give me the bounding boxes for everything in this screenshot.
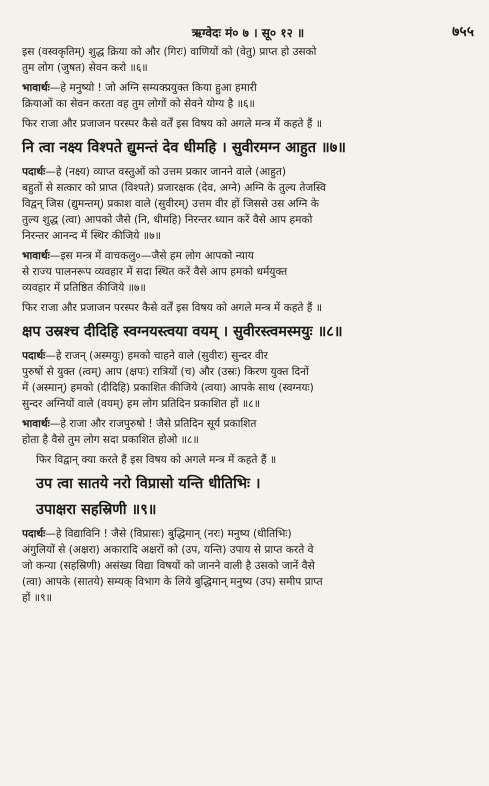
- page-number: ७५५: [452, 24, 474, 40]
- text-line: [22, 264, 474, 280]
- text-line: [22, 300, 474, 316]
- paragraph-label: भावार्थः: [22, 418, 50, 430]
- text-line: [22, 164, 474, 180]
- line-text: व्यवहार में प्रतिष्ठित कीजिये ॥७॥: [22, 282, 146, 294]
- text-line: [22, 380, 474, 396]
- line-text: —हे (नक्ष्य) व्याप्त वस्तुओं को उत्तम प्रकार जानने वाले (आहुत): [45, 166, 287, 178]
- text-paragraph: [22, 80, 474, 112]
- text-line: [22, 280, 474, 296]
- document-page: [22, 0, 474, 610]
- text-paragraph: [22, 248, 474, 296]
- running-title: ऋग्वेदः मं० ७ । सू० १२ ॥: [191, 26, 305, 40]
- paragraph-label: पदार्थः: [22, 350, 46, 362]
- line-text: अंगुलियों से (अक्षरा) अकारादि अक्षरों को (उप, यन्ति) उपाय से प्राप्त करते वे: [22, 544, 314, 556]
- line-text: —हे विद्याविनि ! जैसे (विप्रासः) बुद्धिमान् (नरः) मनुष्य (धीतिभिः): [45, 528, 292, 540]
- line-text: तुल्य शुद्ध (त्वा) आपको जैसे (नि, धीमहि) निरन्तर ध्यान करें वैसे आप हमको: [22, 214, 313, 226]
- text-paragraph: [22, 526, 474, 606]
- page-header: [22, 0, 474, 44]
- mantra-line: [22, 320, 474, 344]
- text-line: [22, 44, 474, 60]
- text-line: [22, 526, 474, 542]
- text-line: [22, 80, 474, 96]
- paragraph-label: भावार्थः: [22, 250, 50, 262]
- text-line: [22, 574, 474, 590]
- mantra-verse: [22, 320, 474, 344]
- line-text: से राज्य पालनरूप व्यवहार में सदा स्थित करें वैसे आप हमको धर्मयुक्त: [22, 266, 288, 278]
- line-text: पुरुषों से युक्त (त्वम्) आप (क्षपः) रात्रियों (च) और (उस्रः) किरण युक्त दिनों: [22, 366, 309, 378]
- text-paragraph: [22, 452, 474, 468]
- text-paragraph: [22, 44, 474, 76]
- line-text: —हे राजन् (अस्मयुः) हमको चाहने वाले (सुवीरः) सुन्दर वीर: [45, 350, 268, 362]
- text-line: [22, 558, 474, 574]
- line-text: निरन्तर आनन्द में स्थिर कीजिये ॥७॥: [22, 230, 161, 242]
- mantra-verse: [22, 136, 474, 160]
- text-line: [22, 212, 474, 228]
- mantra-line: [22, 136, 474, 160]
- text-line: [22, 228, 474, 244]
- text-line: [22, 248, 474, 264]
- line-text: फिर राजा और प्रजाजन परस्पर कैसे वर्तें इस विषय को अगले मन्त्र में कहते हैं ॥: [22, 118, 323, 130]
- text-line: [22, 364, 474, 380]
- line-text: इस (वस्वकृतिम्) शुद्ध क्रिया को और (गिरः) वाणियों को (वेतु) प्राप्त हो उसको: [22, 46, 317, 58]
- line-text: हों ॥९॥: [22, 592, 52, 604]
- text-paragraph: [22, 116, 474, 132]
- line-text: फिर राजा और प्रजाजन परस्पर कैसे वर्तें इस विषय को अगले मन्त्र में कहते हैं ॥: [22, 302, 323, 314]
- line-text: —हे मनुष्यो ! जो अग्नि सम्यक्प्रयुक्त किया हुआ हमारी: [49, 82, 257, 94]
- line-text: —इस मन्त्र में वाचकलु०—जैसे हम लोग आपको न्याय: [49, 250, 254, 262]
- line-text: विद्वन् जिस (द्युमन्तम्) प्रकाश वाले (सुवीरम्) उत्तम वीर हों जिससे उस अग्नि के: [22, 198, 319, 210]
- text-line: [36, 452, 474, 468]
- line-text: —हे राजा और राजपुरुषो ! जैसे प्रतिदिन सूर्य प्रकाशित: [49, 418, 257, 430]
- line-text: क्षप उस्रश्च दीदिहि स्वग्नयस्त्वया वयम् । सुवीरस्त्वमस्मयुः ॥८॥: [22, 324, 343, 340]
- text-line: [22, 348, 474, 364]
- line-text: बहुतों से सत्कार को प्राप्त (विश्पते) प्रजारक्षक (देव, अग्ने) अग्नि के तुल्य तेजस्वि: [22, 182, 326, 194]
- text-paragraph: [22, 300, 474, 316]
- text-line: [22, 180, 474, 196]
- paragraph-label: भावार्थः: [22, 82, 50, 94]
- line-text: होता है वैसे तुम लोग सदा प्रकाशित होओ ॥८॥: [22, 434, 199, 446]
- mantra-line: [36, 498, 474, 522]
- paragraph-label: पदार्थः: [22, 528, 46, 540]
- line-text: नि त्वा नक्ष्य विश्पते द्युमन्तं देव धीमहि । सुवीरमग्न आहुत ॥७॥: [22, 140, 346, 156]
- line-text: (त्वा) आपके (सातये) सम्यक् विभाग के लिये बुद्धिमान् मनुष्य (उप) समीप प्राप्त: [22, 576, 323, 588]
- line-text: उप त्वा सातये नरो विप्रासो यन्ति धीतिभिः ।: [36, 476, 261, 492]
- text-line: [22, 60, 474, 76]
- mantra-line: [36, 472, 474, 496]
- text-line: [22, 116, 474, 132]
- text-paragraph: [22, 416, 474, 448]
- line-text: में (अस्मान्) हमको (दीदिहि) प्रकाशित कीजिये (त्वया) आपके साथ (स्वग्नयः): [22, 382, 314, 394]
- line-text: फिर विद्वान् क्या करते हैं इस विषय को अगले मन्त्र में कहते हैं ॥: [36, 454, 277, 466]
- line-text: उपाक्षरा सहस्रिणी ॥९॥: [36, 502, 157, 518]
- line-text: क्रियाओं का सेवन करता वह तुम लोगों को सेवने योग्य है ॥६॥: [22, 98, 255, 110]
- text-line: [22, 416, 474, 432]
- text-line: [22, 542, 474, 558]
- text-line: [22, 196, 474, 212]
- text-line: [22, 96, 474, 112]
- mantra-verse: [22, 472, 474, 522]
- paragraph-label: पदार्थः: [22, 166, 46, 178]
- text-paragraph: [22, 348, 474, 412]
- text-line: [22, 590, 474, 606]
- line-text: तुम लोग (जुषत) सेवन करो ॥६॥: [22, 62, 148, 74]
- text-line: [22, 396, 474, 412]
- text-paragraph: [22, 164, 474, 244]
- line-text: जो कन्या (सहस्रिणी) असंख्य विद्या विषयों को जानने वाली है उसको जानें वैसे: [22, 560, 315, 572]
- page-content: [22, 44, 474, 606]
- line-text: सुन्दर अग्नियों वाले (वयम्) हम लोग प्रतिदिन प्रकाशित हों ॥८॥: [22, 398, 261, 410]
- text-line: [22, 432, 474, 448]
